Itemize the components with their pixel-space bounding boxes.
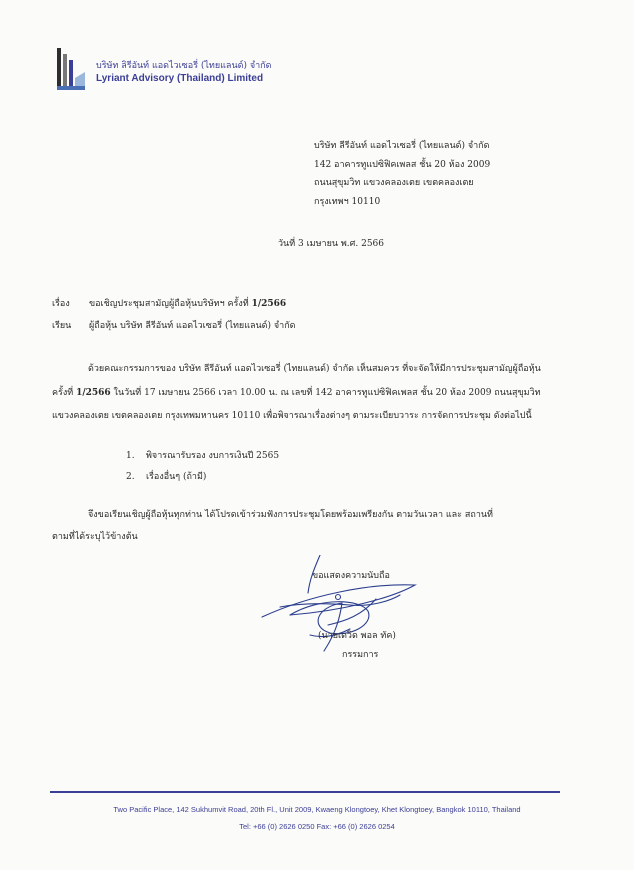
subject-line: [52, 296, 286, 310]
signatory-name: (นายเดวิด พอล ทัค): [318, 631, 396, 641]
recipient-line: [52, 318, 296, 332]
agenda-item: [126, 469, 206, 483]
agenda-text: เรื่องอื่นๆ (ถ้ามี): [146, 472, 207, 482]
body-line: ด้วยคณะกรรมการของ บริษัท ลีรีอันท์ แอดไวเซอรี่ (ไทยแลนด์) จำกัด เห็นสมควร ที่จะจัดให้มีการประชุมสามัญผู้ถือหุ้น: [88, 364, 541, 374]
body-line: [52, 385, 541, 399]
signatory-title: กรรมการ: [342, 650, 379, 660]
company-name-thai: บริษัท ลิรีอันท์ แอดไวเซอรี่ (ไทยแลนด์) จำกัด: [96, 61, 272, 71]
sender-address: [314, 137, 490, 211]
footer-contact: Tel: +66 (0) 2626 0250 Fax: +66 (0) 2626 0254: [239, 822, 395, 831]
address-line: กรุงเทพฯ 10110: [314, 196, 381, 207]
footer-divider: [50, 791, 560, 793]
subject-number: 1/2566: [251, 299, 287, 309]
closing-paragraph-line: จึงขอเรียนเชิญผู้ถือหุ้นทุกท่าน ได้โปรดเข้าร่วมฟังการประชุมโดยพร้อมเพรียงกัน ตามวันเวลา และ สถานที่: [88, 510, 493, 520]
body-prefix: ครั้งที่: [52, 388, 74, 398]
agenda-number: 1.: [126, 451, 135, 461]
body-line: แขวงคลองเตย เขตคลองเตย กรุงเทพมหานคร 10110 เพื่อพิจารณาเรื่องต่างๆ ตามระเบียบวาระ การจัดการประชุม ดังต่อไปนี้: [52, 411, 532, 421]
footer-address: Two Pacific Place, 142 Sukhumvit Road, 20th Fl., Unit 2009, Kwaeng Klongtoey, Khet Klongtoey, Bangkok 10110, Thailand: [113, 805, 521, 814]
company-name-english: Lyriant Advisory (Thailand) Limited: [96, 73, 264, 84]
recipient-label: เรียน: [52, 321, 72, 331]
meeting-number: 1/2566: [76, 388, 111, 398]
agenda-item: [126, 448, 279, 462]
closing-paragraph-line: ตามที่ได้ระบุไว้ข้างต้น: [52, 532, 138, 542]
subject-text: ขอเชิญประชุมสามัญผู้ถือหุ้นบริษัทฯ ครั้งที่: [89, 299, 249, 309]
agenda-text: พิจารณารับรอง งบการเงินปี 2565: [146, 451, 280, 461]
body-rest: ในวันที่ 17 เมษายน 2566 เวลา 10.00 น. ณ เลขที่ 142 อาคารทูแปซิฟิคเพลส ชั้น 20 ห้อง 2009 ถนนสุขุมวิท: [113, 388, 541, 398]
recipient-text: ผู้ถือหุ้น บริษัท ลีรีอันท์ แอดไวเซอรี่ (ไทยแลนด์) จำกัด: [89, 321, 296, 331]
address-line: ถนนสุขุมวิท แขวงคลองเตย เขตคลองเตย: [314, 178, 474, 188]
address-line: บริษัท ลีรีอันท์ แอดไวเซอรี่ (ไทยแลนด์) จำกัด: [314, 141, 490, 151]
agenda-number: 2.: [126, 472, 135, 482]
company-logo: [55, 46, 87, 90]
closing-phrase: ขอแสดงความนับถือ: [312, 571, 390, 581]
handwritten-signature: [250, 555, 430, 660]
address-line: 142 อาคารทูแปซิฟิคเพลส ชั้น 20 ห้อง 2009: [314, 159, 491, 170]
letter-date: วันที่ 3 เมษายน พ.ศ. 2566: [278, 239, 385, 249]
subject-label: เรื่อง: [52, 299, 70, 309]
